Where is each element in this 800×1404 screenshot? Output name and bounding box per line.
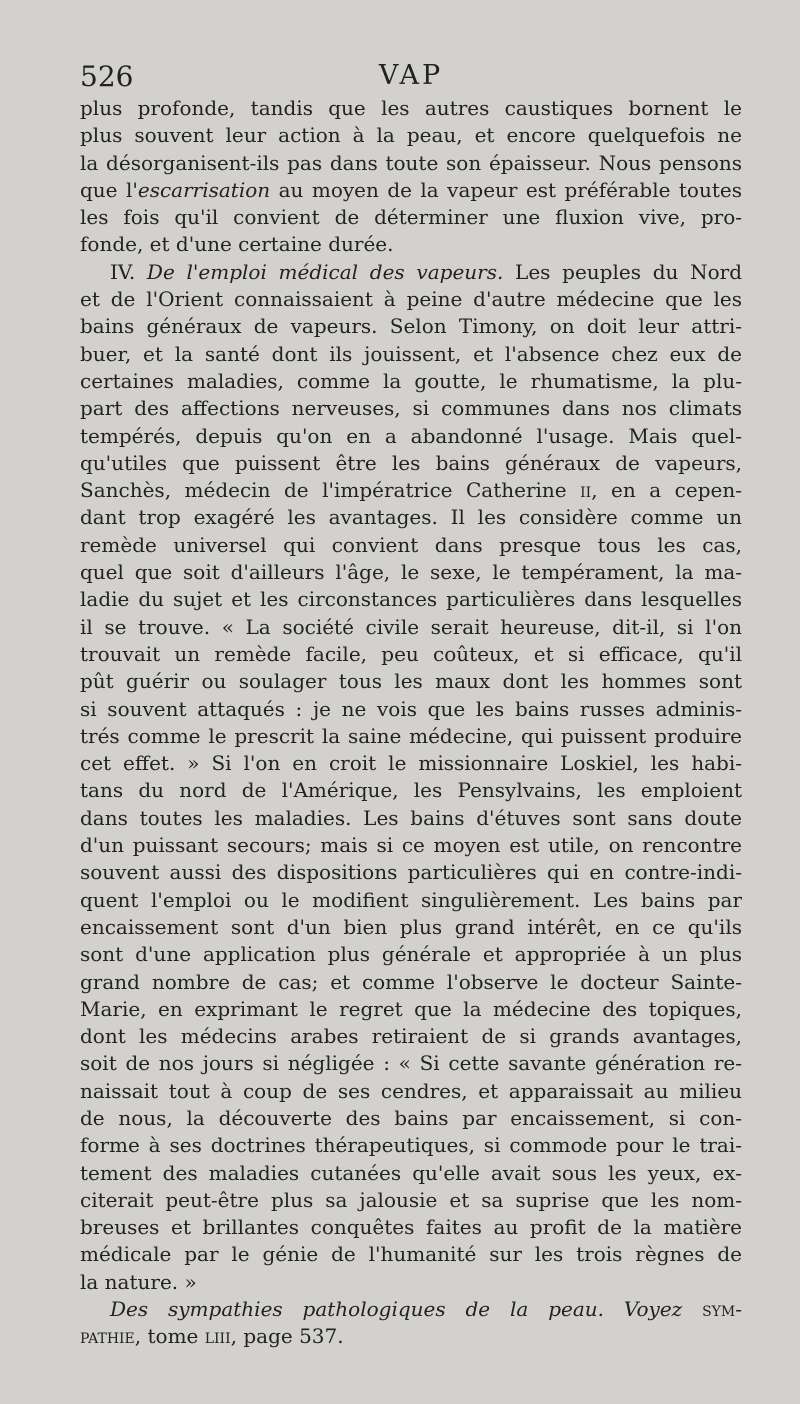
text-line: [80, 259, 742, 286]
text-run: bains généraux de vapeurs. Selon Timony, on doit leur attri-: [80, 314, 742, 339]
text-line: [80, 832, 742, 859]
text-run: dans toutes les maladies. Les bains d'étuves sont sans doute: [80, 805, 742, 830]
text-run: tement des maladies cutanées qu'elle avait sous les yeux, ex-: [80, 1160, 742, 1185]
text-run: médicale par le génie de l'humanité sur les trois règnes de: [80, 1242, 742, 1267]
text-run: si souvent attaqués : je ne vois que les bains russes adminis-: [80, 696, 742, 721]
page-number: 526: [80, 60, 134, 93]
text-run: remède universel qui convient dans presque tous les cas,: [80, 532, 742, 557]
text-line: [80, 696, 742, 723]
text-line: [80, 559, 742, 586]
text-line: [80, 313, 742, 340]
text-run: les fois qu'il convient de déterminer une fluxion vive, pro-: [80, 205, 742, 230]
text-run: soit de nos jours si négligée : « Si cette savante génération re-: [80, 1051, 742, 1076]
text-run: il se trouve. « La société civile serait heureuse, dit-il, si l'on: [80, 614, 742, 639]
text-line: [80, 941, 742, 968]
text-line: [80, 395, 742, 422]
text-run: citerait peut-être plus sa jalousie et sa suprise que les nom-: [80, 1187, 742, 1212]
text-run: , tome: [134, 1324, 205, 1349]
text-line: [80, 1023, 742, 1050]
text-run: fonde, et d'une certaine durée.: [80, 232, 394, 257]
small-caps-text: ii: [580, 478, 592, 503]
text-run: souvent aussi des dispositions particulières qui en contre-indi-: [80, 860, 742, 885]
text-run: trouvait un remède facile, peu coûteux, et si efficace, qu'il: [80, 641, 742, 666]
text-line: [80, 586, 742, 613]
text-run: quent l'emploi ou le modifient singulièrement. Les bains par: [80, 887, 742, 912]
text-run: que l': [80, 177, 138, 202]
text-run: d'un puissant secours; mais si ce moyen est utile, on rencontre: [80, 833, 742, 858]
text-line: [80, 969, 742, 996]
text-run: de nous, la découverte des bains par encaissement, si con-: [80, 1105, 742, 1130]
text-line: [80, 1078, 742, 1105]
text-line: [80, 423, 742, 450]
text-line: [80, 668, 742, 695]
text-run: Sanchès, médecin de l'impératrice Catherine: [80, 478, 581, 503]
text-run: breuses et brillantes conquêtes faites au profit de la matière: [80, 1215, 742, 1240]
text-line: [80, 1214, 742, 1241]
text-run: tempérés, depuis qu'on en a abandonné l'usage. Mais quel-: [80, 423, 742, 448]
text-run: grand nombre de cas; et comme l'observe le docteur Sainte-: [80, 969, 742, 994]
text-run: buer, et la santé dont ils jouissent, et l'absence chez eux de: [80, 341, 742, 366]
text-line: [80, 914, 742, 941]
text-line: [80, 1296, 742, 1323]
text-line: [80, 1160, 742, 1187]
text-line: [80, 1105, 742, 1132]
text-line: [80, 805, 742, 832]
text-line: [80, 641, 742, 668]
text-run: qu'utiles que puissent être les bains généraux de vapeurs,: [80, 450, 742, 475]
italic-text: De l'emploi médical des vapeurs.: [146, 259, 504, 284]
text-line: [80, 95, 742, 122]
text-line: [80, 1187, 742, 1214]
text-line: [80, 996, 742, 1023]
text-line: [80, 723, 742, 750]
text-line: [80, 286, 742, 313]
text-run: dont les médecins arabes retiraient de si grands avantages,: [80, 1024, 742, 1049]
text-line: [80, 1323, 742, 1350]
text-run: la nature. »: [80, 1269, 197, 1294]
small-caps-text: sym-: [702, 1297, 742, 1322]
text-line: [80, 887, 742, 914]
text-line: [80, 231, 742, 258]
text-line: [80, 368, 742, 395]
text-line: [80, 859, 742, 886]
text-line: [80, 504, 742, 531]
text-run: , page 537.: [230, 1324, 344, 1349]
text-run: pût guérir ou soulager tous les maux dont les hommes sont: [80, 669, 742, 694]
text-run: [604, 1297, 624, 1321]
text-line: [80, 1050, 742, 1077]
body-text: [80, 95, 742, 1351]
text-line: [80, 1241, 742, 1268]
italic-text: Voyez: [623, 1297, 683, 1322]
text-line: [80, 450, 742, 477]
italic-text: Des sympathies pathologiques de la peau.: [110, 1297, 604, 1322]
text-line: [80, 177, 742, 204]
text-run: dant trop exagéré les avantages. Il les considère comme un: [80, 505, 742, 530]
text-line: [80, 122, 742, 149]
text-run: ladie du sujet et les circonstances particulières dans lesquelles: [80, 587, 742, 612]
text-line: [80, 614, 742, 641]
text-line: [80, 750, 742, 777]
text-run: la désorganisent-ils pas dans toute son épaisseur. Nous pensons: [80, 150, 742, 175]
text-line: [80, 150, 742, 177]
text-run: IV.: [110, 259, 147, 284]
text-run: part des affections nerveuses, si communes dans nos climats: [80, 396, 742, 421]
text-run: plus souvent leur action à la peau, et encore quelquefois ne: [80, 123, 742, 148]
text-run: trés comme le prescrit la saine médecine, qui puissent produire: [80, 723, 742, 748]
text-run: sont d'une application plus générale et appropriée à un plus: [80, 942, 742, 967]
text-line: [80, 532, 742, 559]
italic-text: escarrisation: [137, 177, 271, 202]
text-run: forme à ses doctrines thérapeutiques, si commode pour le trai-: [80, 1133, 742, 1158]
text-run: plus profonde, tandis que les autres caustiques bornent le: [80, 96, 742, 120]
text-line: [80, 341, 742, 368]
text-run: naissait tout à coup de ses cendres, et apparaissait au milieu: [80, 1078, 742, 1103]
text-line: [80, 1269, 742, 1296]
text-run: quel que soit d'ailleurs l'âge, le sexe, le tempérament, la ma-: [80, 560, 742, 585]
text-line: [80, 1132, 742, 1159]
text-run: [682, 1297, 702, 1321]
text-run: Les peuples du Nord: [503, 259, 742, 284]
running-head: VAP: [378, 60, 444, 91]
text-run: et de l'Orient connaissaient à peine d'autre médecine que les: [80, 287, 742, 312]
text-run: , en a cepen-: [591, 478, 742, 503]
text-run: certaines maladies, comme la goutte, le rhumatisme, la plu-: [80, 368, 742, 393]
text-run: Marie, en exprimant le regret que la médecine des topiques,: [80, 996, 742, 1021]
text-line: [80, 477, 742, 504]
text-run: tans du nord de l'Amérique, les Pensylvains, les emploient: [80, 778, 742, 803]
text-run: cet effet. » Si l'on en croit le missionnaire Loskiel, les habi-: [80, 751, 742, 776]
text-run: encaissement sont d'un bien plus grand intérêt, en ce qu'ils: [80, 914, 742, 939]
small-caps-text: liii: [204, 1324, 231, 1349]
small-caps-text: pathie: [80, 1324, 135, 1349]
text-line: [80, 204, 742, 231]
text-run: au moyen de la vapeur est préférable toutes: [270, 177, 742, 202]
text-line: [80, 777, 742, 804]
page-header: [80, 60, 742, 96]
